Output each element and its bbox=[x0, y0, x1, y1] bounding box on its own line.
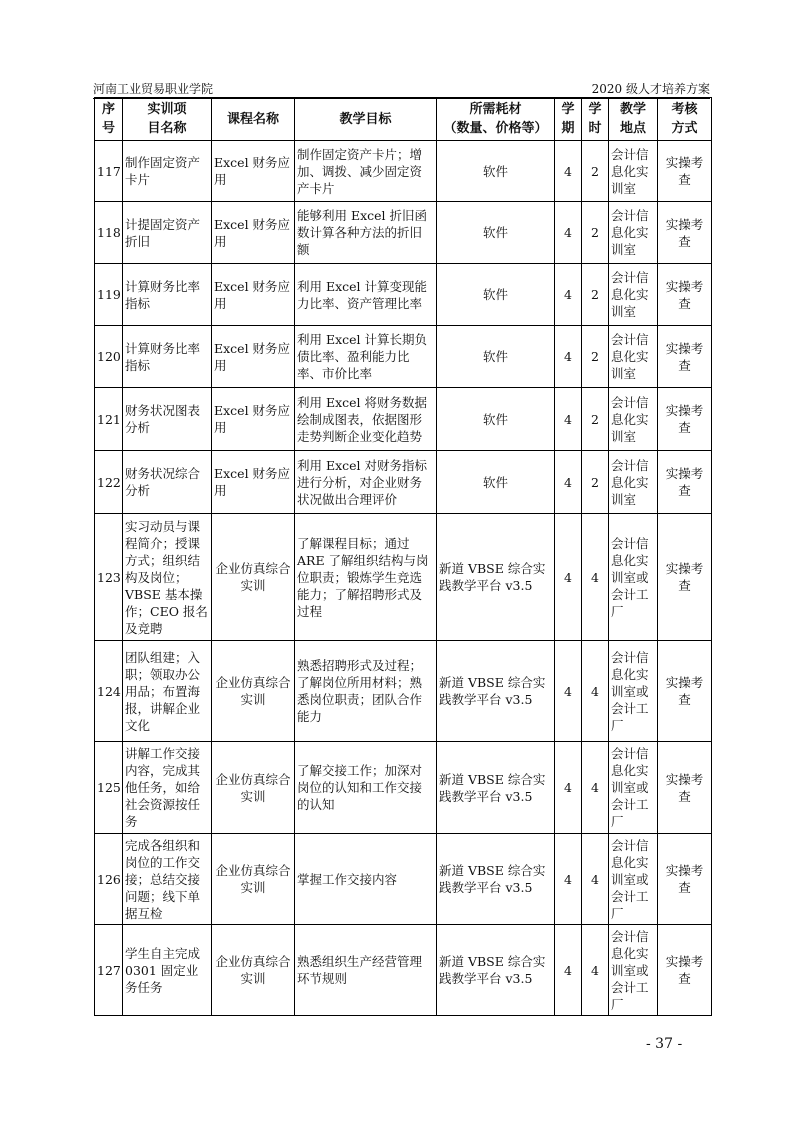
row-course: Excel 财务应用 bbox=[212, 451, 295, 514]
row-no: 117 bbox=[95, 141, 123, 202]
table-row bbox=[95, 202, 712, 264]
row-exam: 实操考查 bbox=[658, 742, 712, 834]
row-goal: 了解课程目标；通过 ARE 了解组织结构与岗位职责；锻炼学生竞选能力；了解招聘形式及过程 bbox=[295, 514, 437, 641]
row-course: 企业仿真综合实训 bbox=[212, 514, 295, 641]
row-material: 软件 bbox=[437, 202, 555, 264]
row-no: 123 bbox=[95, 514, 123, 641]
row-no: 122 bbox=[95, 451, 123, 514]
row-course: Excel 财务应用 bbox=[212, 326, 295, 388]
row-hours: 4 bbox=[582, 641, 609, 742]
row-item: 制作固定资产卡片 bbox=[123, 141, 212, 202]
table-row bbox=[95, 514, 712, 641]
row-goal: 制作固定资产卡片；增加、调拨、减少固定资产卡片 bbox=[295, 141, 437, 202]
row-exam: 实操考查 bbox=[658, 264, 712, 326]
row-exam: 实操考查 bbox=[658, 202, 712, 264]
row-material: 新道 VBSE 综合实践教学平台 v3.5 bbox=[437, 925, 555, 1016]
row-exam: 实操考查 bbox=[658, 641, 712, 742]
row-exam: 实操考查 bbox=[658, 326, 712, 388]
row-hours: 4 bbox=[582, 742, 609, 834]
row-goal: 了解交接工作；加深对岗位的认知和工作交接的认知 bbox=[295, 742, 437, 834]
row-term: 4 bbox=[555, 202, 582, 264]
row-place: 会计信息化实训室 bbox=[609, 141, 658, 202]
row-place: 会计信息化实训室 bbox=[609, 202, 658, 264]
row-no: 119 bbox=[95, 264, 123, 326]
row-term: 4 bbox=[555, 834, 582, 925]
row-material: 软件 bbox=[437, 388, 555, 451]
row-place: 会计信息化实训室或会计工厂 bbox=[609, 925, 658, 1016]
header-term: 学 期 bbox=[555, 98, 582, 141]
row-material: 新道 VBSE 综合实践教学平台 v3.5 bbox=[437, 834, 555, 925]
training-table bbox=[94, 97, 712, 1016]
row-course: Excel 财务应用 bbox=[212, 264, 295, 326]
row-no: 118 bbox=[95, 202, 123, 264]
row-no: 125 bbox=[95, 742, 123, 834]
row-item: 计算财务比率指标 bbox=[123, 326, 212, 388]
row-no: 124 bbox=[95, 641, 123, 742]
row-hours: 2 bbox=[582, 451, 609, 514]
table-row bbox=[95, 925, 712, 1016]
header-material: 所需耗材 （数量、价格等） bbox=[437, 98, 555, 141]
row-term: 4 bbox=[555, 925, 582, 1016]
table-row bbox=[95, 834, 712, 925]
row-exam: 实操考查 bbox=[658, 388, 712, 451]
row-item: 财务状况综合分析 bbox=[123, 451, 212, 514]
row-material: 新道 VBSE 综合实践教学平台 v3.5 bbox=[437, 514, 555, 641]
table-row bbox=[95, 141, 712, 202]
header-course: 课程名称 bbox=[212, 98, 295, 141]
row-no: 127 bbox=[95, 925, 123, 1016]
row-item: 实习动员与课程简介；授课方式；组织结构及岗位；VBSE 基本操作；CEO 报名及竞聘 bbox=[123, 514, 212, 641]
row-course: 企业仿真综合实训 bbox=[212, 641, 295, 742]
row-exam: 实操考查 bbox=[658, 141, 712, 202]
row-place: 会计信息化实训室或会计工厂 bbox=[609, 742, 658, 834]
row-course: Excel 财务应用 bbox=[212, 388, 295, 451]
row-item: 讲解工作交接内容，完成其他任务，如给社会资源按任务 bbox=[123, 742, 212, 834]
row-item: 团队组建；入职；领取办公用品；布置海报，讲解企业文化 bbox=[123, 641, 212, 742]
row-no: 126 bbox=[95, 834, 123, 925]
row-term: 4 bbox=[555, 514, 582, 641]
row-item: 学生自主完成 0301 固定业务任务 bbox=[123, 925, 212, 1016]
row-place: 会计信息化实训室或会计工厂 bbox=[609, 641, 658, 742]
header-no: 序 号 bbox=[95, 98, 123, 141]
row-material: 软件 bbox=[437, 326, 555, 388]
table-row bbox=[95, 641, 712, 742]
row-term: 4 bbox=[555, 742, 582, 834]
header-exam: 考核 方式 bbox=[658, 98, 712, 141]
row-hours: 2 bbox=[582, 264, 609, 326]
row-term: 4 bbox=[555, 641, 582, 742]
row-hours: 2 bbox=[582, 202, 609, 264]
table-row bbox=[95, 388, 712, 451]
page-header bbox=[93, 78, 710, 99]
row-item: 计提固定资产折旧 bbox=[123, 202, 212, 264]
row-goal: 利用 Excel 计算长期负债比率、盈利能力比率、市价比率 bbox=[295, 326, 437, 388]
page-number: - 37 - bbox=[646, 1036, 683, 1052]
table-row bbox=[95, 264, 712, 326]
table-header-row bbox=[95, 98, 712, 141]
row-place: 会计信息化实训室 bbox=[609, 451, 658, 514]
row-no: 121 bbox=[95, 388, 123, 451]
row-place: 会计信息化实训室 bbox=[609, 388, 658, 451]
row-course: 企业仿真综合实训 bbox=[212, 834, 295, 925]
row-exam: 实操考查 bbox=[658, 834, 712, 925]
row-no: 120 bbox=[95, 326, 123, 388]
row-item: 财务状况图表分析 bbox=[123, 388, 212, 451]
row-place: 会计信息化实训室或会计工厂 bbox=[609, 834, 658, 925]
row-course: 企业仿真综合实训 bbox=[212, 925, 295, 1016]
row-exam: 实操考查 bbox=[658, 514, 712, 641]
row-exam: 实操考查 bbox=[658, 451, 712, 514]
row-term: 4 bbox=[555, 388, 582, 451]
row-item: 计算财务比率指标 bbox=[123, 264, 212, 326]
row-place: 会计信息化实训室 bbox=[609, 264, 658, 326]
row-hours: 2 bbox=[582, 388, 609, 451]
row-goal: 能够利用 Excel 折旧函数计算各种方法的折旧额 bbox=[295, 202, 437, 264]
header-item: 实训项 目名称 bbox=[123, 98, 212, 141]
row-term: 4 bbox=[555, 141, 582, 202]
row-material: 软件 bbox=[437, 141, 555, 202]
plan-title: 2020 级人才培养方案 bbox=[591, 82, 710, 96]
row-material: 新道 VBSE 综合实践教学平台 v3.5 bbox=[437, 641, 555, 742]
row-goal: 掌握工作交接内容 bbox=[295, 834, 437, 925]
header-place: 教学 地点 bbox=[609, 98, 658, 141]
row-material: 软件 bbox=[437, 264, 555, 326]
row-material: 新道 VBSE 综合实践教学平台 v3.5 bbox=[437, 742, 555, 834]
row-course: Excel 财务应用 bbox=[212, 202, 295, 264]
header-goal: 教学目标 bbox=[295, 98, 437, 141]
row-material: 软件 bbox=[437, 451, 555, 514]
row-place: 会计信息化实训室或会计工厂 bbox=[609, 514, 658, 641]
row-goal: 熟悉组织生产经营管理环节规则 bbox=[295, 925, 437, 1016]
school-name: 河南工业贸易职业学院 bbox=[93, 82, 214, 96]
row-hours: 4 bbox=[582, 514, 609, 641]
row-hours: 2 bbox=[582, 141, 609, 202]
row-goal: 利用 Excel 将财务数据绘制成图表，依据图形走势判断企业变化趋势 bbox=[295, 388, 437, 451]
table-row bbox=[95, 451, 712, 514]
table-row bbox=[95, 742, 712, 834]
row-goal: 利用 Excel 对财务指标进行分析，对企业财务状况做出合理评价 bbox=[295, 451, 437, 514]
row-place: 会计信息化实训室 bbox=[609, 326, 658, 388]
row-term: 4 bbox=[555, 326, 582, 388]
row-item: 完成各组织和岗位的工作交接；总结交接问题；线下单据互检 bbox=[123, 834, 212, 925]
table-row bbox=[95, 326, 712, 388]
row-exam: 实操考查 bbox=[658, 925, 712, 1016]
row-hours: 4 bbox=[582, 925, 609, 1016]
header-hours: 学 时 bbox=[582, 98, 609, 141]
row-goal: 利用 Excel 计算变现能力比率、资产管理比率 bbox=[295, 264, 437, 326]
row-hours: 4 bbox=[582, 834, 609, 925]
row-hours: 2 bbox=[582, 326, 609, 388]
row-term: 4 bbox=[555, 264, 582, 326]
row-term: 4 bbox=[555, 451, 582, 514]
row-course: 企业仿真综合实训 bbox=[212, 742, 295, 834]
row-course: Excel 财务应用 bbox=[212, 141, 295, 202]
row-goal: 熟悉招聘形式及过程；了解岗位所用材料；熟悉岗位职责；团队合作能力 bbox=[295, 641, 437, 742]
